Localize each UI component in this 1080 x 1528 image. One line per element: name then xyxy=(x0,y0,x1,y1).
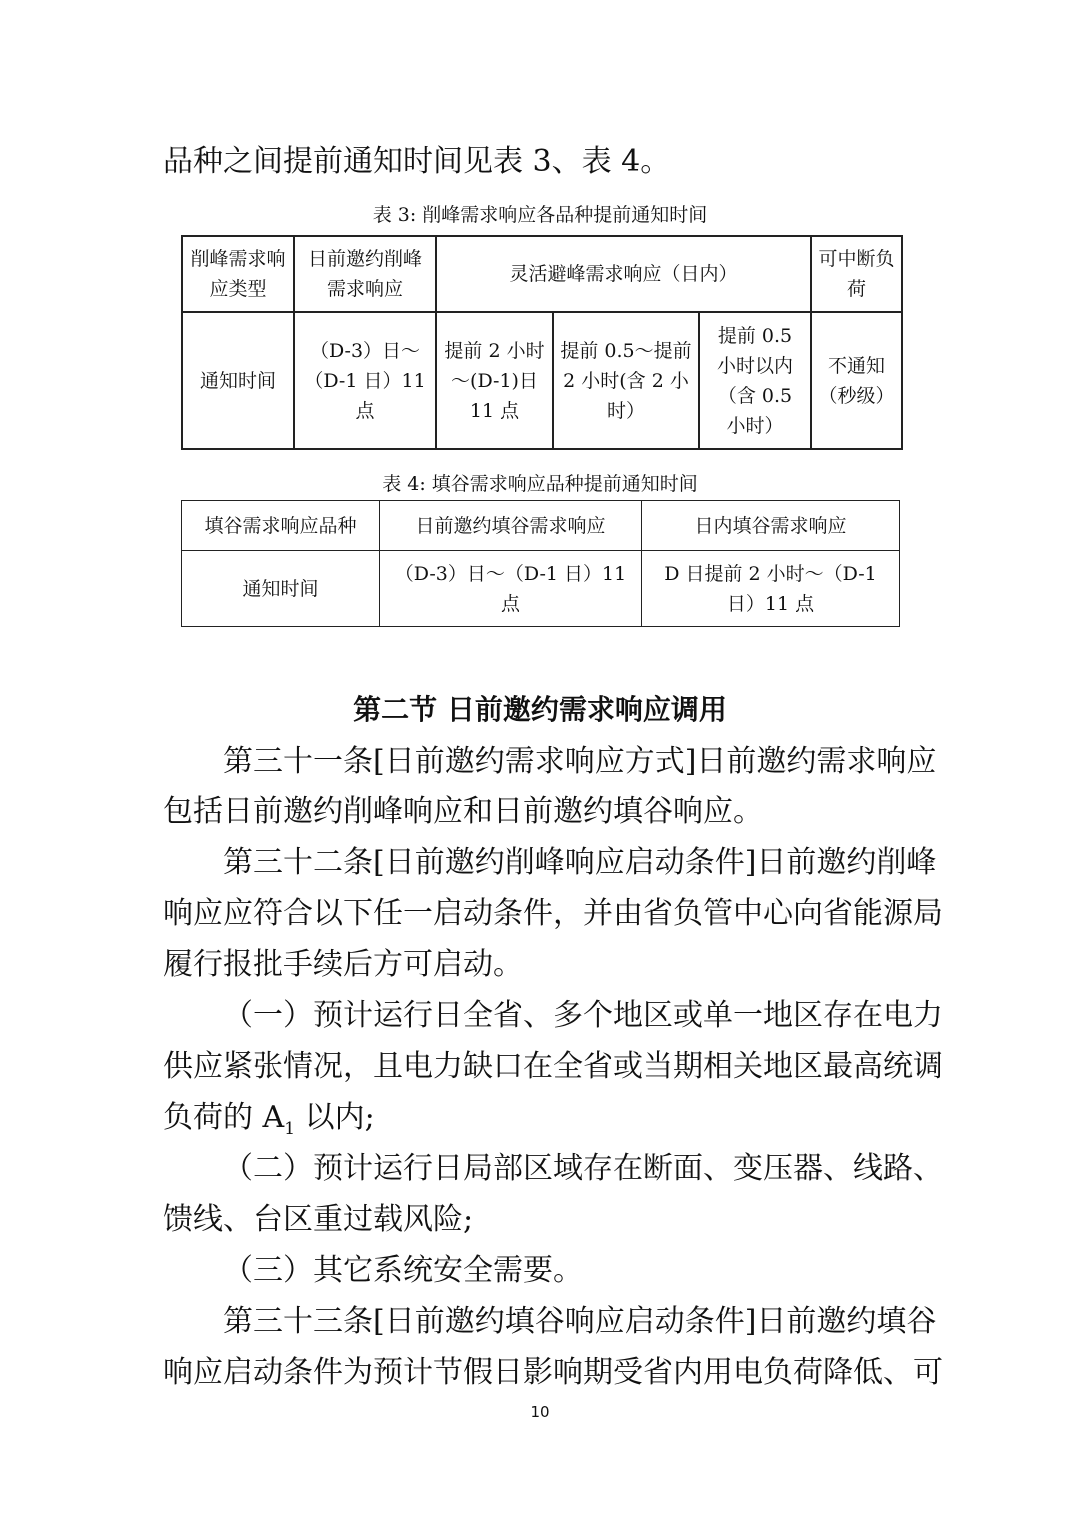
table3-caption: 表 3: 削峰需求响应各品种提前通知时间 xyxy=(372,204,708,226)
condition1-text-a: 负荷的 A xyxy=(163,1100,285,1135)
condition1-text-b: 以内; xyxy=(295,1100,375,1135)
table4-cell-label: 通知时间 xyxy=(182,551,380,627)
table3-cell-label: 通知时间 xyxy=(182,312,294,449)
table4-header-type: 填谷需求响应品种 xyxy=(182,501,380,551)
condition2-line2: 馈线、台区重过载风险; xyxy=(163,1202,474,1237)
table3-header-type: 削峰需求响应类型 xyxy=(182,236,294,312)
table3-row-notice xyxy=(182,312,902,449)
condition1-line2: 供应紧张情况，且电力缺口在全省或当期相关地区最高统调 xyxy=(163,1049,943,1084)
table4-cell-intraday: D 日提前 2 小时～（D-1 日）11 点 xyxy=(642,551,900,627)
table3-header-interruptible: 可中断负荷 xyxy=(811,236,902,312)
condition3-line1: （三）其它系统安全需要。 xyxy=(223,1253,583,1288)
table4-row-notice xyxy=(182,551,900,627)
article32-line3: 履行报批手续后方可启动。 xyxy=(163,947,523,982)
page-number: 10 xyxy=(530,1403,550,1421)
table4-caption: 表 4: 填谷需求响应品种提前通知时间 xyxy=(382,473,698,495)
table4-cell-day-ahead: （D-3）日～（D-1 日）11 点 xyxy=(380,551,642,627)
table4-header-row xyxy=(182,501,900,551)
table3-cell-flex2: 提前 0.5～提前 2 小时(含 2 小时） xyxy=(553,312,699,449)
article31-line2: 包括日前邀约削峰响应和日前邀约填谷响应。 xyxy=(163,794,763,829)
article33-line2: 响应启动条件为预计节假日影响期受省内用电负荷降低、可 xyxy=(163,1355,943,1390)
article32-line1: 第三十二条[日前邀约削峰响应启动条件]日前邀约削峰 xyxy=(223,845,937,880)
table3-header-row xyxy=(182,236,902,312)
section-title: 第二节 日前邀约需求响应调用 xyxy=(353,693,727,726)
table3-cell-day-ahead: （D-3）日～（D-1 日）11 点 xyxy=(294,312,436,449)
table4-header-day-ahead: 日前邀约填谷需求响应 xyxy=(380,501,642,551)
condition1-line3 xyxy=(163,1098,375,1149)
table4 xyxy=(181,500,900,627)
condition1-line1: （一）预计运行日全省、多个地区或单一地区存在电力 xyxy=(223,998,943,1033)
table4-header-intraday: 日内填谷需求响应 xyxy=(642,501,900,551)
table3-cell-flex3: 提前 0.5 小时以内（含 0.5 小时） xyxy=(699,312,811,449)
intro-line: 品种之间提前通知时间见表 3、表 4。 xyxy=(163,144,671,179)
article32-line2: 响应应符合以下任一启动条件，并由省负管中心向省能源局 xyxy=(163,896,943,931)
article31-line1: 第三十一条[日前邀约需求响应方式]日前邀约需求响应 xyxy=(223,744,937,779)
table3-cell-interruptible: 不通知（秒级） xyxy=(811,312,902,449)
table3-header-flexible: 灵活避峰需求响应（日内） xyxy=(436,236,811,312)
article33-line1: 第三十三条[日前邀约填谷响应启动条件]日前邀约填谷 xyxy=(223,1304,937,1339)
condition1-subscript: 1 xyxy=(284,1119,296,1139)
condition2-line1: （二）预计运行日局部区域存在断面、变压器、线路、 xyxy=(223,1151,943,1186)
table3-cell-flex1: 提前 2 小时～(D-1)日 11 点 xyxy=(436,312,553,449)
table3 xyxy=(181,235,903,450)
table3-header-day-ahead: 日前邀约削峰需求响应 xyxy=(294,236,436,312)
